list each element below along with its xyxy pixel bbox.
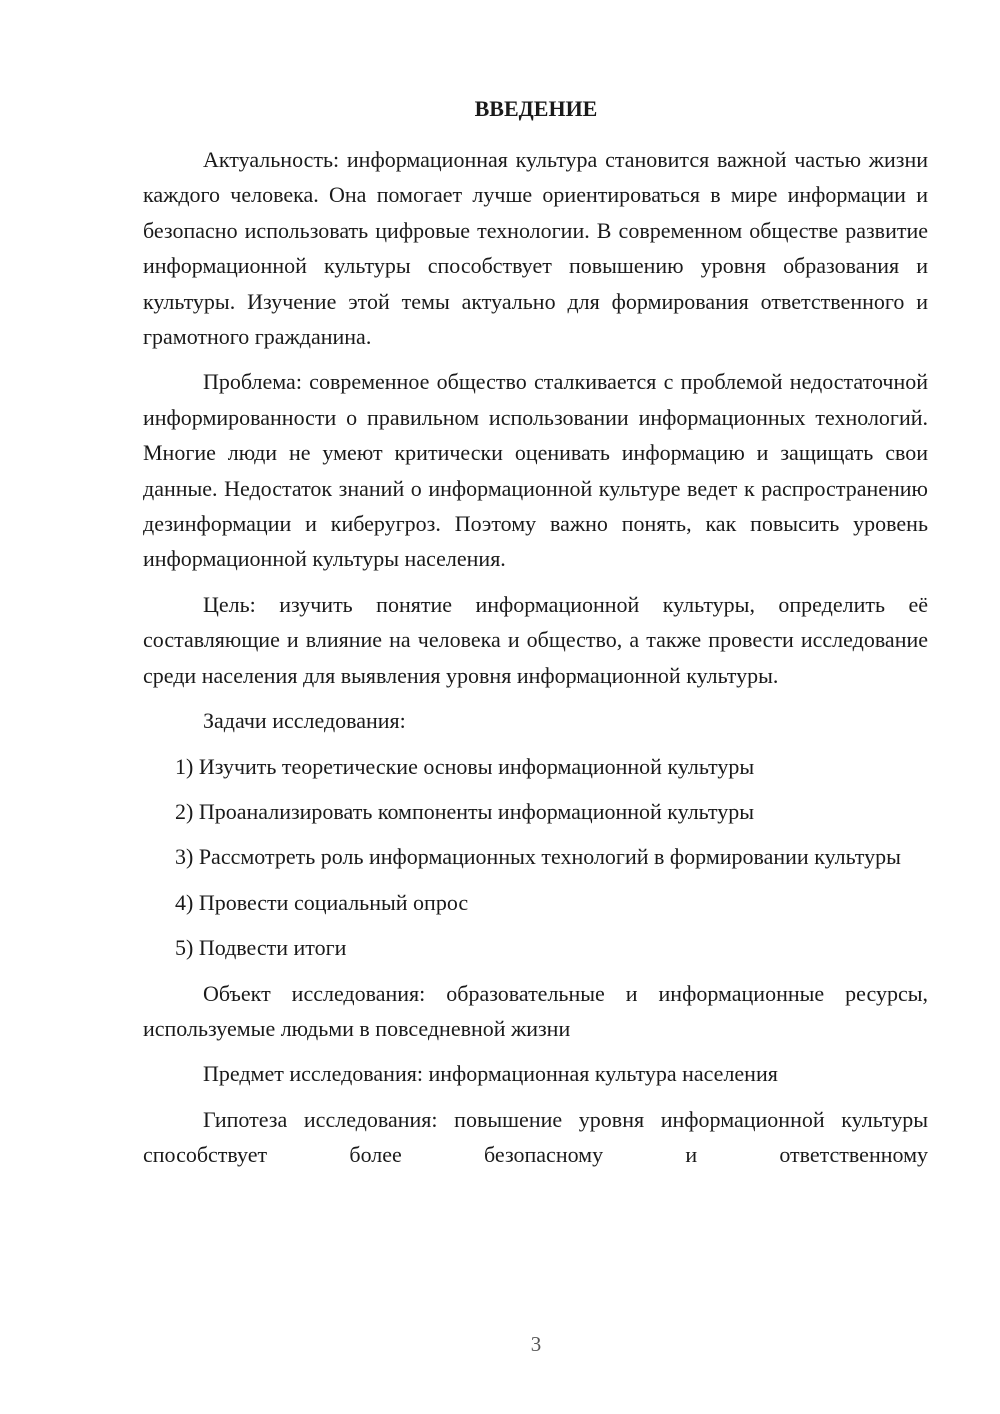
tasks-heading: Задачи исследования: xyxy=(203,708,406,734)
hypothesis-paragraph: Гипотеза исследования: повышение уровня информационной культуры способствует более безопасному и ответственному xyxy=(143,1106,928,1168)
subject-paragraph: Предмет исследования: информационная культура населения xyxy=(203,1061,778,1087)
page-title: ВВЕДЕНИЕ xyxy=(474,96,598,121)
goal-paragraph: Цель: изучить понятие информационной культуры, определить её составляющие и влияние на человека и общество, а также провести исследование среди населения для выявления уровня информационной культуры. xyxy=(143,591,928,688)
task-item: 2) Проанализировать компоненты информационной культуры xyxy=(175,798,754,824)
relevance-paragraph: Актуальность: информационная культура становится важной частью жизни каждого человека. Она помогает лучше ориентироваться в мире информации и безопасно использовать цифровые технологии. В современном обществе развитие информационной культуры способствует повышению уровня образования и культуры. Изучение этой темы актуально для формирования ответственного и грамотного гражданина. xyxy=(143,147,928,350)
page-number: 3 xyxy=(530,1332,542,1356)
problem-paragraph: Проблема: современное общество сталкивается с проблемой недостаточной информированности о правильном использовании информационных технологий. Многие люди не умеют критически оценивать информацию и защищать свои данные. Недостаток знаний о информационной культуре ведет к распространению дезинформации и киберугроз. Поэтому важно понять, как повысить уровень информационной культуры населения. xyxy=(143,369,928,572)
task-item: 3) Рассмотреть роль информационных технологий в формировании культуры xyxy=(175,844,901,870)
task-item: 4) Провести социальный опрос xyxy=(175,889,469,915)
task-item: 5) Подвести итоги xyxy=(175,935,347,961)
body-text xyxy=(143,142,928,1173)
object-paragraph: Объект исследования: образовательные и информационные ресурсы, используемые людьми в повседневной жизни xyxy=(143,980,928,1041)
task-item: 1) Изучить теоретические основы информационной культуры xyxy=(175,753,755,779)
